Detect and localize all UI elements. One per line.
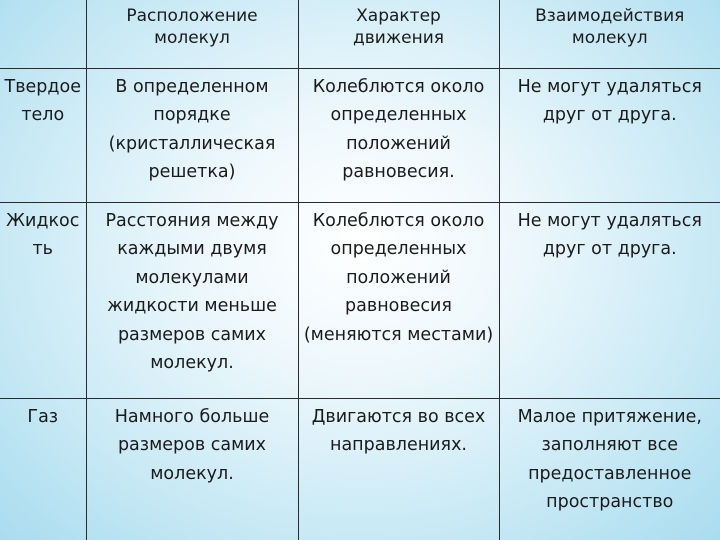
cell-gas-interaction: Малое притяжение, заполняют все предоставленное пространство — [499, 398, 720, 540]
cell-solid-arrangement: В определенном порядке (кристаллическая решетка) — [86, 68, 298, 202]
cell-gas-motion: Двигаются во всех направлениях. — [298, 398, 499, 540]
row-label-liquid: Жидкость — [0, 202, 86, 398]
header-interaction: Взаимодействия молекул — [499, 0, 720, 68]
row-label-solid: Твердое тело — [0, 68, 86, 202]
cell-liquid-interaction: Не могут удаляться друг от друга. — [499, 202, 720, 398]
header-corner-cell — [0, 0, 86, 68]
header-motion: Характер движения — [298, 0, 499, 68]
header-row — [0, 0, 720, 68]
row-label-gas: Газ — [0, 398, 86, 540]
cell-liquid-arrangement: Расстояния между каждыми двумя молекулами жидкости меньше размеров самих молекул. — [86, 202, 298, 398]
cell-gas-arrangement: Намного больше размеров самих молекул. — [86, 398, 298, 540]
table-row-solid — [0, 68, 720, 202]
cell-solid-interaction: Не могут удаляться друг от друга. — [499, 68, 720, 202]
cell-solid-motion: Колеблются около определенных положений равновесия. — [298, 68, 499, 202]
table-row-gas — [0, 398, 720, 540]
table-row-liquid — [0, 202, 720, 398]
cell-liquid-motion: Колеблются около определенных положений равновесия (меняются местами) — [298, 202, 499, 398]
header-arrangement: Расположение молекул — [86, 0, 298, 68]
